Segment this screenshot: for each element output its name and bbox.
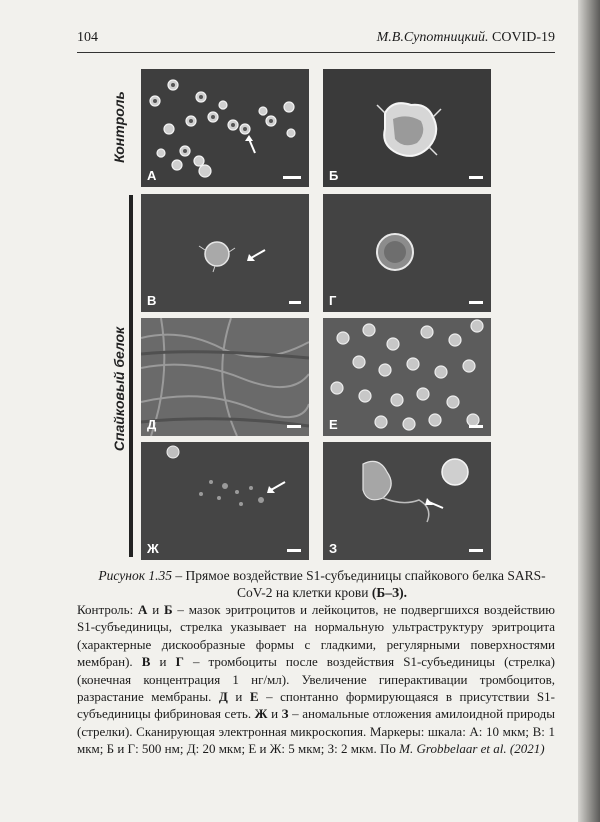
figure-description (77, 601, 555, 758)
header-rule (77, 52, 555, 53)
caption-bold-suffix: (Б–З). (371, 585, 408, 600)
panel-label-g: Г (329, 293, 337, 308)
desc-ref-b: Б (163, 602, 173, 617)
desc-and-2: и (150, 654, 176, 670)
desc-text-1: – мазок эритроцитов и лейкоцитов, не подвергшихся воздействию S1-субъединицы, стрелка указывает на нормальную ультраструктуру эритроцита (характерные дискообразные формы с гладкими, регулярными поверхностями мембран). (77, 602, 555, 670)
scale-bar-z (469, 549, 483, 552)
micrograph-zh-image (141, 442, 309, 560)
micrograph-b-image (323, 69, 491, 187)
panel-label-a: А (147, 168, 157, 183)
running-title-book: COVID-19 (492, 30, 555, 45)
panel-label-b: Б (329, 168, 339, 183)
desc-ref-e: Е (249, 689, 259, 705)
scale-bar-d (287, 425, 301, 428)
micrograph-panel-a (141, 69, 309, 187)
desc-and-3: и (227, 689, 250, 705)
micrograph-panel-g (323, 194, 491, 312)
panel-label-d: Д (147, 417, 157, 432)
micrograph-a-image (141, 69, 309, 187)
desc-ref-g: Г (175, 654, 184, 670)
panel-label-v: В (147, 293, 157, 308)
micrograph-panel-e (323, 318, 491, 436)
scale-bar-zh (287, 549, 301, 552)
desc-ref-z: З (281, 706, 289, 722)
figure-number: Рисунок 1.35 (98, 568, 173, 583)
micrograph-v-image (141, 194, 309, 312)
desc-and-4: и (267, 706, 282, 722)
micrograph-panel-zh (141, 442, 309, 560)
micrograph-z-image (323, 442, 491, 560)
scale-bar-v (289, 301, 301, 304)
spike-group-bracket (129, 195, 133, 557)
figure-caption (92, 567, 552, 601)
panel-label-z: З (329, 541, 338, 556)
desc-text-3: – спонтанно формирующаяся в присутствии S1-субъединицы фибриновая сеть. (77, 689, 555, 722)
scale-bar-e (469, 425, 483, 428)
panel-label-e: Е (329, 417, 338, 432)
side-label-spike: Спайковый белок (111, 326, 127, 452)
desc-and-1: и (147, 602, 164, 617)
side-label-control: Контроль (111, 91, 127, 163)
page-header (77, 30, 555, 50)
desc-prefix: Контроль: (77, 602, 138, 617)
desc-text-4: – аномальные отложения амилоидной природы (стрелки). Сканирующая электронная микроскопия. Маркеры: шкала: А: 10 мкм; В: 1 мкм; Б и Г: 500 нм; Д: 20 мкм; Е и Ж: 5 мкм; З: 2 мкм. По (77, 706, 555, 757)
micrograph-g-image (323, 194, 491, 312)
desc-reference: M. Grobbelaar et al. (2021) (399, 741, 545, 757)
desc-ref-zh: Ж (254, 706, 268, 722)
desc-ref-a: А (138, 602, 148, 617)
scale-bar-b (469, 176, 483, 179)
running-title-author: М.В.Супотницкий. (376, 30, 489, 45)
micrograph-panel-z (323, 442, 491, 560)
scale-bar-g (469, 301, 483, 304)
micrograph-panel-d (141, 318, 309, 436)
micrograph-e-image (323, 318, 491, 436)
page-number: 104 (77, 30, 98, 45)
caption-text: – Прямое воздействие S1-субъединицы спайкового белка SARS-CoV-2 на клетки крови (172, 568, 546, 600)
desc-ref-d: Д (218, 689, 228, 705)
running-title (377, 30, 555, 46)
micrograph-panel-b (323, 69, 491, 187)
desc-ref-v: В (141, 654, 151, 670)
micrograph-d-image (141, 318, 309, 436)
desc-text-2: – тромбоциты после воздействия S1-субъединицы (стрелка) (конечная концентрация 1 нг/мл). Увеличение гиперактивации тромбоцитов, разрастание мембраны. (77, 654, 555, 705)
scale-bar-a (283, 176, 301, 179)
book-binding-shadow (578, 0, 600, 822)
panel-label-zh: Ж (147, 541, 159, 556)
micrograph-panel-v (141, 194, 309, 312)
